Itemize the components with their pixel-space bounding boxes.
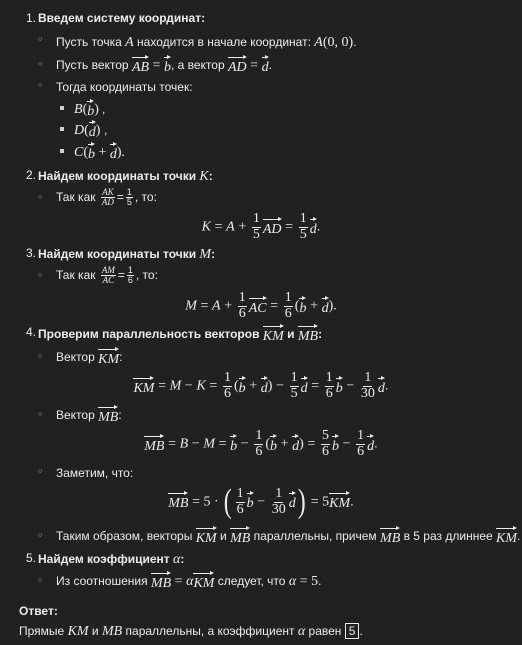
solution-page: 1. Введем систему координат: ○ Пусть точка A находится в начале координат: A(0, 0). ○ Пусть вектор AB = b, а вектор AD = d. ○ Тогда координаты точек: B(b) , D(d) , C(b + d). 2. Найдем координаты точки K: ○ Так как $\frac{AK}{AD}$ = $\frac{1}{5}$ , то: K = A + $\frac{1}{5}$ AD = $\frac{1}{5}$ d. 3. Найдем координаты точки M: ○ Так как $\frac{AM}{AC}$ = $\frac{1}{6}$ , то: M = A + $\frac{1}{6}$ AC = $\frac{1}{6}$ (b + d). 4. Проверим параллельность векторов KM и MB: ○ Вектор KM: KM = M − K = $\frac{1}{6}$ (b + d) − $\frac{1}{5}$ d = $\frac{1}{6}$ b − $\frac{1}{30}$ d. ○ Вектор MB: MB = B − M = b − $\frac{1}{6}$ (b + d) = $\frac{5}{6}$ b − $\frac{1}{6}$ d. ○ Заметим, что: MB = 5 · ( $\frac{1}{6}$ b − $\frac{1}{30}$ d) = 5KM. ○ Таким образом, векторы KM и MB параллельны, причем MB в 5 раз длиннее KM. 5. Найдем коэффициент α: ○ Из соотношения MB = αKM следует, что α = 5. Ответ: Прямые KM и MB параллельны, а коэффициент α равен 5 . <box>0 0 522 645</box>
circle-bullet-icon: ○ <box>38 468 43 475</box>
equation-KM: KM = M − K = $\frac{1}{6}$ (b + d) − $\frac{1}{5}$ d = $\frac{1}{6}$ b − $\frac{1}{30}$ d. <box>133 370 389 401</box>
answer-box: 5 <box>345 623 360 639</box>
square-bullet-icon <box>60 127 64 131</box>
equation-K: K = A + $\frac{1}{5}$ AD = $\frac{1}{5}$ d. <box>201 211 321 242</box>
equation-M: M = A + $\frac{1}{6}$ AC = $\frac{1}{6}$ (b + d). <box>185 290 337 321</box>
equation-MB: MB = B − M = b − $\frac{1}{6}$ (b + d) = $\frac{5}{6}$ b − $\frac{1}{6}$ d. <box>144 428 378 459</box>
circle-bullet-icon: ○ <box>38 272 43 279</box>
square-bullet-icon <box>60 149 64 153</box>
circle-bullet-icon: ○ <box>38 411 43 418</box>
circle-bullet-icon: ○ <box>38 82 43 89</box>
circle-bullet-icon: ○ <box>38 194 43 201</box>
square-bullet-icon <box>60 106 64 110</box>
circle-bullet-icon: ○ <box>38 577 43 584</box>
circle-bullet-icon: ○ <box>38 36 43 43</box>
circle-bullet-icon: ○ <box>38 61 43 68</box>
step-title: Введем систему координат: <box>38 11 206 25</box>
circle-bullet-icon: ○ <box>38 353 43 360</box>
circle-bullet-icon: ○ <box>38 532 43 539</box>
equation-proportion: MB = 5 · ( $\frac{1}{6}$ b − $\frac{1}{30}$ d) = 5KM. <box>168 483 354 520</box>
step-number: 1. <box>26 11 37 25</box>
